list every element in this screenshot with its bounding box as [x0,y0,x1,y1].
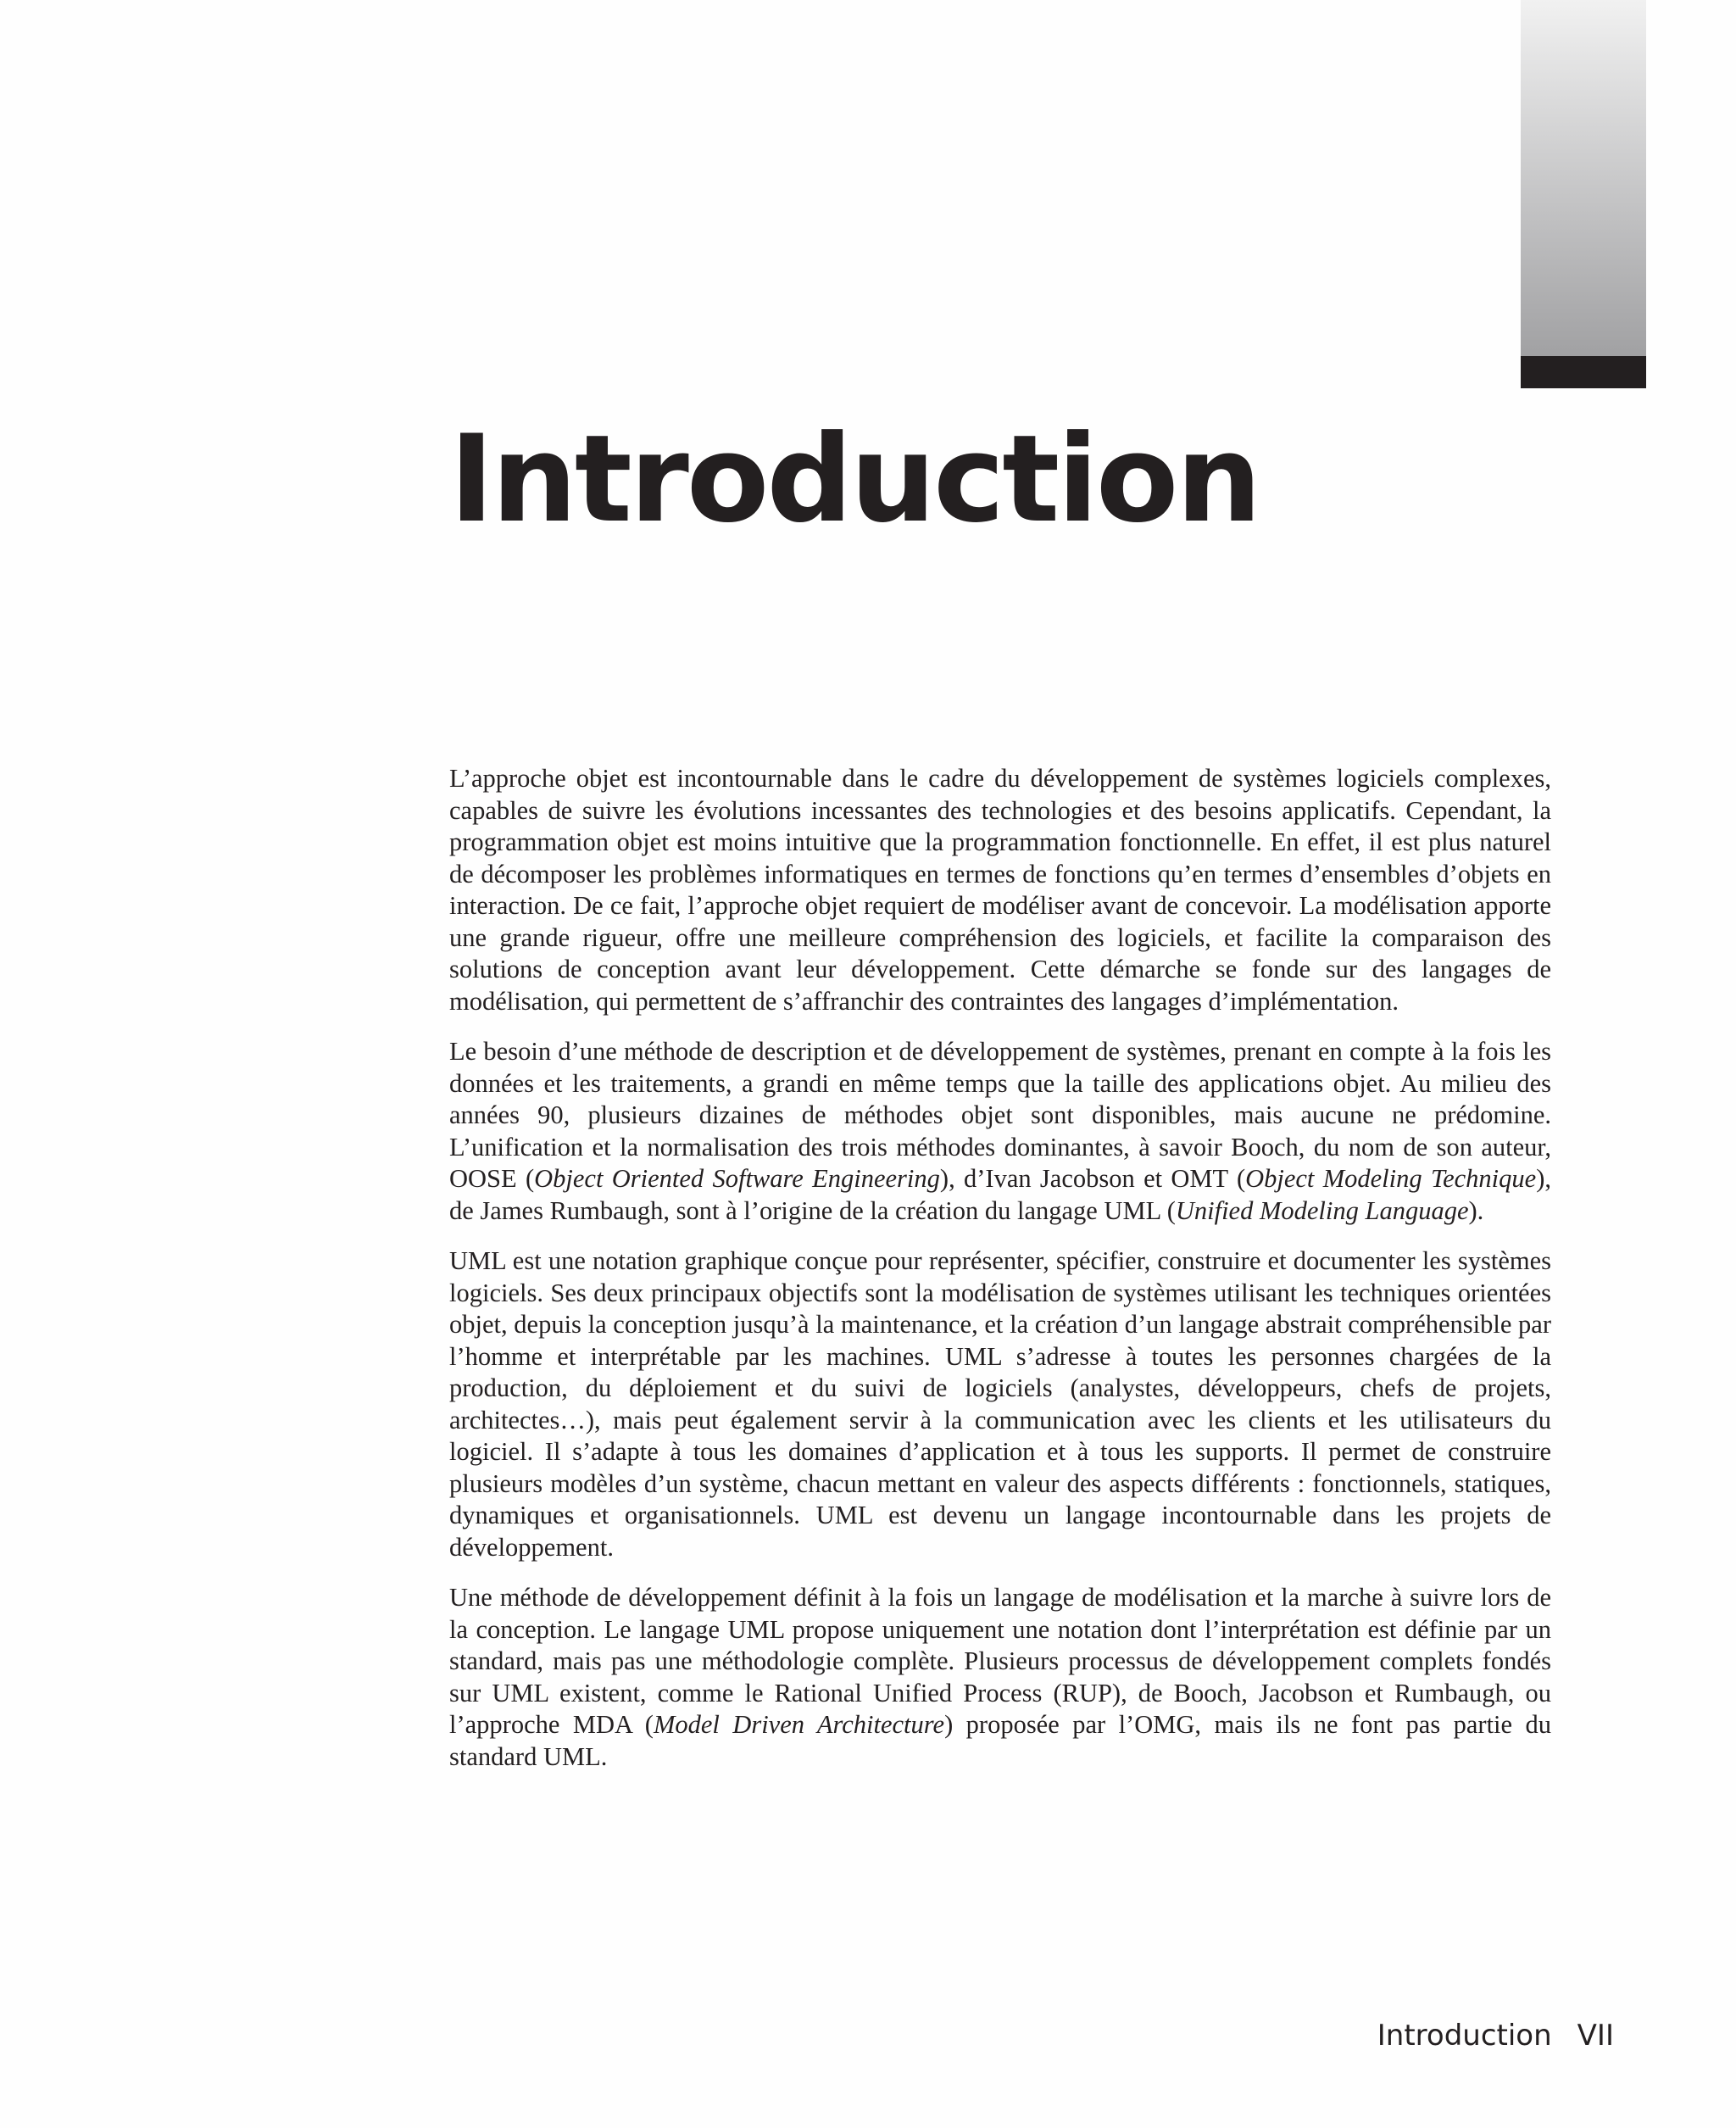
italic-term: Object Oriented Software Engineering [534,1164,940,1193]
page-number: VII [1577,2019,1614,2053]
body-text [449,763,1551,1791]
paragraph [449,1582,1551,1773]
paragraph-text: UML est une notation graphique conçue pour représenter, spécifier, construire et documenter les systèmes logiciels. Ses deux principaux objectifs sont la modélisation de systèmes utilisant les techniques orientées objet, depuis la conception jusqu’à la maintenance, et la création d’un langage abstrait compréhensible par l’homme et interprétable par les machines. UML s’adresse à toutes les personnes chargées de la production, du déploiement et du suivi de logiciels (analystes, développeurs, chefs de projets, architectes…), mais peut également servir à la communication avec les clients et les utilisateurs du logiciel. Il s’adapte à tous les domaines d’application et à tous les supports. Il permet de construire plusieurs modèles d’un système, chacun mettant en valeur des aspects différents : fonctionnels, statiques, dynamiques et organisationnels. UML est devenu un langage incontournable dans les projets de développement. [449,1246,1551,1562]
chapter-thumb-tab-band [1521,356,1646,388]
italic-term: Model Driven Architecture [653,1710,945,1739]
paragraph [449,763,1551,1017]
chapter-title: Introduction [449,409,1260,549]
italic-term: Unified Modeling Language [1175,1195,1469,1225]
paragraph-text: Une méthode de développement définit à la fois un langage de modélisation et la marche à suivre lors de la conception. Le langage UML propose uniquement une notation dont l’interprétation est définie par un standard, mais pas une méthodologie complète. Plusieurs processus de développement complets fondés sur UML existent, comme le Rational Unified Process (RUP), de Booch, Jacobson et Rumbaugh, ou l’approche MDA ( [449,1583,1551,1739]
paragraph [449,1036,1551,1227]
paragraph-text: ). [1468,1195,1484,1225]
italic-term: Object Modeling Technique [1245,1164,1537,1193]
paragraph-text: L’approche objet est incontournable dans le cadre du développement de systèmes logiciels complexes, capables de suivre les évolutions incessantes des technologies et des besoins applicatifs. Cependant, la programmation objet est moins intuitive que la programmation fonctionnelle. En effet, il est plus naturel de décomposer les problèmes informatiques en termes de fonctions qu’en termes d’ensembles d’objets en interaction. De ce fait, l’approche objet requiert de modéliser avant de concevoir. La modélisation apporte une grande rigueur, offre une meilleure compréhension des logiciels, et facilite la comparaison des solutions de conception avant leur développement. Cette démarche se fonde sur des langages de modélisation, qui permettent de s’affranchir des contraintes des langages d’implémentation. [449,764,1551,1016]
chapter-thumb-tab [1521,0,1646,356]
paragraph [449,1245,1551,1563]
paragraph-text: ) proposée par l’OMG, mais ils ne font pas partie du standard UML. [449,1710,1552,1771]
paragraph-text: Le besoin d’une méthode de description et de développement de systèmes, prenant en compte à la fois les données et les traitements, a grandi en même temps que la taille des applications objet. Au milieu des années 90, plusieurs dizaines de méthodes objet sont disponibles, mais aucune ne prédomine. L’unification et la normalisation des trois méthodes dominantes, à savoir Booch, du nom de son auteur, OOSE ( [449,1037,1551,1193]
running-title: Introduction [1377,2019,1552,2053]
paragraph-text: ), d’Ivan Jacobson et OMT ( [939,1164,1246,1193]
running-footer [1377,2019,1614,2053]
paragraph-text: ), de James Rumbaugh, sont à l’origine de la création du langage UML ( [449,1164,1551,1225]
